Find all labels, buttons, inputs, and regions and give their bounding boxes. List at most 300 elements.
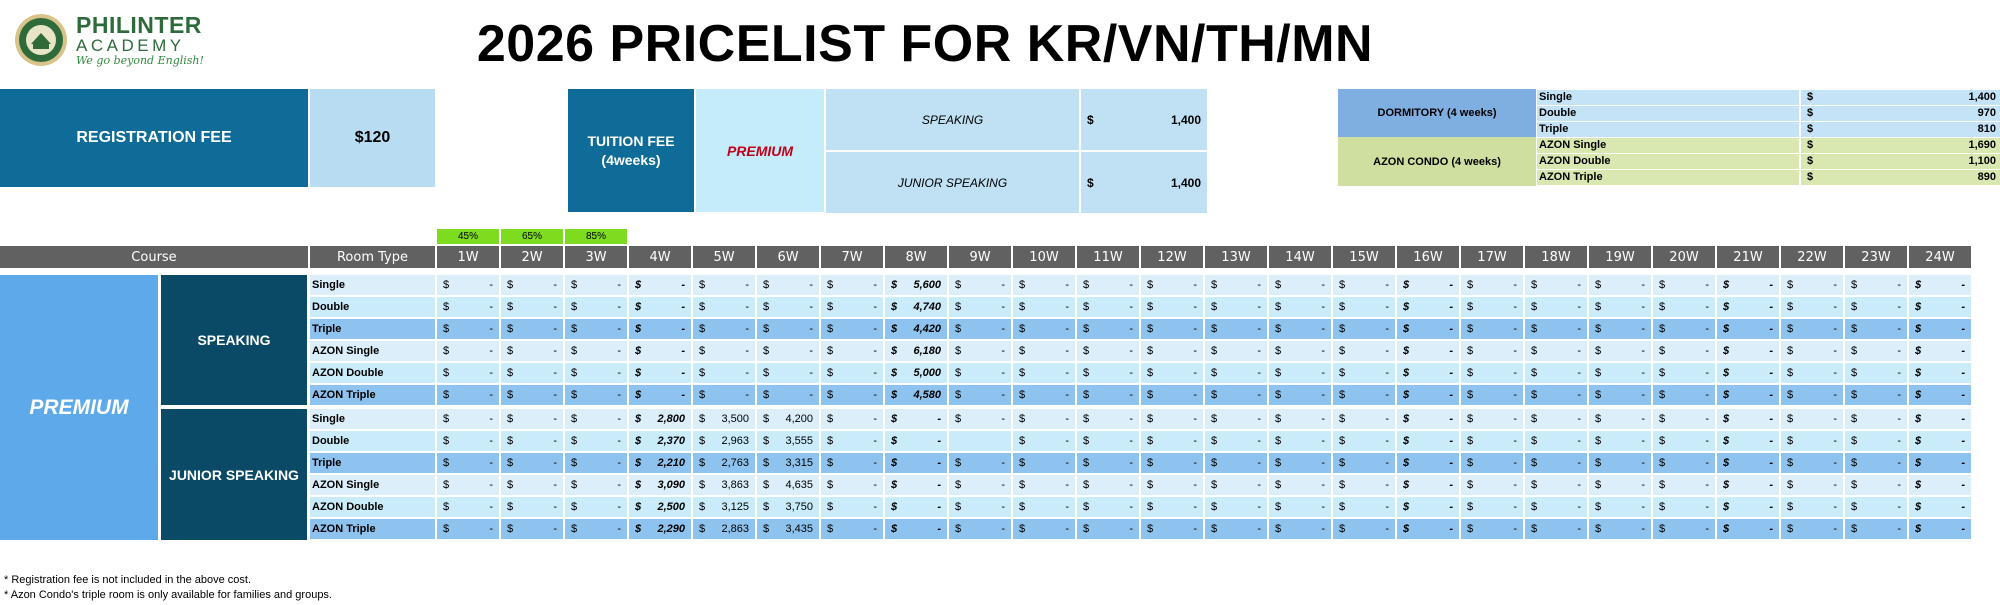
currency-symbol: $ (1851, 457, 1858, 469)
currency-symbol: $ (1083, 323, 1090, 335)
price-cell (437, 385, 499, 405)
currency-symbol: $ (955, 457, 962, 469)
price-cell (1141, 275, 1203, 295)
price-value: 4,580 (913, 389, 941, 401)
price-cell (1525, 363, 1587, 383)
price-value: 1,400 (1968, 91, 1996, 103)
currency-symbol: $ (571, 501, 578, 513)
currency-symbol: $ (1211, 323, 1218, 335)
price-value: - (1129, 435, 1133, 447)
currency-symbol: $ (1403, 345, 1410, 357)
price-cell (1717, 475, 1779, 495)
price-value: - (1449, 389, 1453, 401)
price-cell (501, 475, 563, 495)
price-cell (437, 363, 499, 383)
price-cell (1333, 453, 1395, 473)
week-header: 19W (1589, 246, 1651, 268)
price-cell (437, 453, 499, 473)
currency-symbol: $ (1531, 367, 1538, 379)
currency-symbol: $ (955, 367, 962, 379)
room-name: Triple (1537, 122, 1799, 137)
price-value: - (1065, 301, 1069, 313)
price-cell (1013, 341, 1075, 361)
currency-symbol: $ (1275, 479, 1282, 491)
price-cell (1077, 475, 1139, 495)
room-type-cell: AZON Double (310, 497, 435, 517)
price-cell (1333, 319, 1395, 339)
price-cell (1397, 341, 1459, 361)
price-cell (757, 409, 819, 429)
currency-symbol: $ (699, 413, 706, 425)
price-cell (1077, 363, 1139, 383)
currency-symbol: $ (1723, 501, 1730, 513)
currency-symbol: $ (1403, 523, 1410, 535)
price-value: - (1257, 323, 1261, 335)
price-value: - (1513, 457, 1517, 469)
price-cell (1653, 409, 1715, 429)
price-value: - (1001, 279, 1005, 291)
price-value: - (809, 301, 813, 313)
currency-symbol: $ (955, 389, 962, 401)
currency-symbol: $ (1807, 171, 1814, 183)
price-value: - (873, 523, 877, 535)
price-cell (1397, 297, 1459, 317)
price-value: - (1641, 413, 1645, 425)
price-value: 2,800 (657, 413, 685, 425)
price-value: - (1065, 413, 1069, 425)
currency-symbol: $ (1467, 367, 1474, 379)
price-cell (1909, 275, 1971, 295)
price-cell (1269, 319, 1331, 339)
price-value: - (1065, 367, 1069, 379)
price-value: - (809, 323, 813, 335)
price-cell (1717, 385, 1779, 405)
currency-symbol: $ (443, 301, 450, 313)
price-value: - (1321, 435, 1325, 447)
price-cell (1269, 341, 1331, 361)
price-cell (1653, 385, 1715, 405)
price-cell (693, 453, 755, 473)
price-cell (1909, 453, 1971, 473)
currency-symbol: $ (635, 413, 642, 425)
price-cell (1653, 297, 1715, 317)
price-value: - (681, 389, 685, 401)
room-type-cell: Triple (310, 453, 435, 473)
price-cell (885, 297, 947, 317)
price-cell (1397, 385, 1459, 405)
price-cell (1845, 385, 1907, 405)
price-cell (821, 319, 883, 339)
currency-symbol: $ (1083, 413, 1090, 425)
price-value: - (553, 501, 557, 513)
currency-symbol: $ (635, 457, 642, 469)
price-cell (949, 341, 1011, 361)
price-cell (1461, 453, 1523, 473)
currency-symbol: $ (1807, 139, 1814, 151)
currency-symbol: $ (955, 279, 962, 291)
price-value: - (745, 301, 749, 313)
price-cell (501, 385, 563, 405)
week-header: 16W (1397, 246, 1459, 268)
price-cell (949, 475, 1011, 495)
price-value: - (1769, 301, 1773, 313)
price-cell (1845, 431, 1907, 451)
currency-symbol: $ (1467, 413, 1474, 425)
course-junior-speaking: JUNIOR SPEAKING (161, 409, 307, 540)
price-cell (1717, 409, 1779, 429)
week-header: 13W (1205, 246, 1267, 268)
price-cell (757, 431, 819, 451)
price-cell (693, 297, 755, 317)
currency-symbol: $ (507, 457, 514, 469)
price-cell (1333, 497, 1395, 517)
currency-symbol: $ (1531, 279, 1538, 291)
price-cell (1717, 275, 1779, 295)
week-header: 17W (1461, 246, 1523, 268)
price-value: - (1385, 389, 1389, 401)
currency-symbol: $ (1807, 91, 1814, 103)
currency-symbol: $ (955, 301, 962, 313)
price-cell (1141, 497, 1203, 517)
currency-symbol: $ (571, 323, 578, 335)
currency-symbol: $ (571, 413, 578, 425)
price-cell (949, 431, 1011, 451)
price-value: - (1449, 457, 1453, 469)
price-value: - (1577, 279, 1581, 291)
price-cell (1333, 409, 1395, 429)
room-price (1801, 90, 2000, 105)
price-value: - (1961, 457, 1965, 469)
price-cell (1781, 275, 1843, 295)
currency-symbol: $ (699, 367, 706, 379)
currency-symbol: $ (507, 389, 514, 401)
price-cell (1141, 319, 1203, 339)
price-value: - (1897, 479, 1901, 491)
price-cell (1909, 319, 1971, 339)
price-cell (1845, 275, 1907, 295)
price-value: - (1769, 279, 1773, 291)
price-value: - (1577, 367, 1581, 379)
price-cell (501, 319, 563, 339)
currency-symbol: $ (1083, 279, 1090, 291)
currency-symbol: $ (763, 323, 770, 335)
price-value: 4,635 (785, 479, 813, 491)
price-value: 5,600 (913, 279, 941, 291)
week-header: 7W (821, 246, 883, 268)
currency-symbol: $ (443, 479, 450, 491)
price-value: - (681, 279, 685, 291)
currency-symbol: $ (635, 279, 642, 291)
currency-symbol: $ (763, 345, 770, 357)
currency-symbol: $ (1083, 345, 1090, 357)
price-value: - (1513, 413, 1517, 425)
currency-symbol: $ (1659, 457, 1666, 469)
price-cell (949, 319, 1011, 339)
currency-symbol: $ (1087, 112, 1094, 127)
price-value: - (1961, 435, 1965, 447)
currency-symbol: $ (507, 523, 514, 535)
price-cell (1205, 385, 1267, 405)
price-cell (1781, 409, 1843, 429)
currency-symbol: $ (1147, 345, 1154, 357)
currency-symbol: $ (891, 345, 898, 357)
price-cell (1397, 319, 1459, 339)
currency-symbol: $ (1787, 501, 1794, 513)
price-value: - (1129, 301, 1133, 313)
price-cell (821, 475, 883, 495)
price-cell (1653, 497, 1715, 517)
currency-symbol: $ (635, 367, 642, 379)
price-value: - (617, 389, 621, 401)
currency-symbol: $ (1531, 523, 1538, 535)
currency-symbol: $ (1851, 479, 1858, 491)
price-cell (629, 453, 691, 473)
price-value: - (1385, 279, 1389, 291)
price-cell (1333, 341, 1395, 361)
price-value: - (873, 279, 877, 291)
price-value: - (489, 367, 493, 379)
price-cell (1653, 341, 1715, 361)
room-type-cell: AZON Triple (310, 385, 435, 405)
week-header: 8W (885, 246, 947, 268)
week-header: 12W (1141, 246, 1203, 268)
price-cell (757, 319, 819, 339)
price-value: 3,750 (785, 501, 813, 513)
currency-symbol: $ (507, 301, 514, 313)
price-value: 3,125 (721, 501, 749, 513)
currency-symbol: $ (1083, 301, 1090, 313)
price-value: - (1961, 479, 1965, 491)
currency-symbol: $ (827, 279, 834, 291)
currency-symbol: $ (1211, 367, 1218, 379)
price-cell (1205, 409, 1267, 429)
price-cell (501, 431, 563, 451)
price-value: - (1065, 501, 1069, 513)
price-value: - (489, 389, 493, 401)
price-value: - (1897, 501, 1901, 513)
currency-symbol: $ (699, 345, 706, 357)
currency-symbol: $ (827, 501, 834, 513)
price-cell (629, 363, 691, 383)
currency-symbol: $ (1531, 457, 1538, 469)
price-value: - (1513, 435, 1517, 447)
price-cell (629, 341, 691, 361)
price-cell (949, 453, 1011, 473)
week-header: 2W (501, 246, 563, 268)
currency-symbol: $ (1659, 413, 1666, 425)
price-value: - (1705, 457, 1709, 469)
price-value: - (1705, 367, 1709, 379)
price-value: - (681, 367, 685, 379)
price-cell (1653, 453, 1715, 473)
currency-symbol: $ (1851, 413, 1858, 425)
currency-symbol: $ (763, 301, 770, 313)
price-value: - (1321, 479, 1325, 491)
price-value: - (489, 301, 493, 313)
currency-symbol: $ (1211, 435, 1218, 447)
price-value: - (489, 457, 493, 469)
price-value: - (1513, 389, 1517, 401)
price-cell (1397, 409, 1459, 429)
price-value: - (1321, 367, 1325, 379)
tuition-course-junior-speaking: JUNIOR SPEAKING (826, 152, 1079, 213)
tuition-fee-label: TUITION FEE (4weeks) (568, 89, 694, 212)
price-value: - (1385, 523, 1389, 535)
currency-symbol: $ (1083, 501, 1090, 513)
price-cell (1141, 297, 1203, 317)
week-header: 15W (1333, 246, 1395, 268)
price-value: - (1193, 323, 1197, 335)
price-cell (693, 431, 755, 451)
week-header: 5W (693, 246, 755, 268)
price-cell (1589, 497, 1651, 517)
price-cell (1845, 363, 1907, 383)
price-cell (1333, 385, 1395, 405)
week-header: 4W (629, 246, 691, 268)
tuition-price-junior-speaking (1081, 152, 1207, 213)
currency-symbol: $ (827, 457, 834, 469)
price-cell (885, 497, 947, 517)
currency-symbol: $ (1083, 389, 1090, 401)
currency-symbol: $ (1787, 457, 1794, 469)
currency-symbol: $ (443, 501, 450, 513)
room-type-cell: AZON Triple (310, 519, 435, 539)
price-value: - (617, 457, 621, 469)
price-cell (757, 475, 819, 495)
price-value: - (489, 413, 493, 425)
currency-symbol: $ (1851, 301, 1858, 313)
price-cell (1589, 297, 1651, 317)
price-cell (1717, 497, 1779, 517)
currency-symbol: $ (571, 523, 578, 535)
room-price (1801, 122, 2000, 137)
currency-symbol: $ (1467, 479, 1474, 491)
price-cell (629, 297, 691, 317)
discount-badge-1w: 45% (437, 229, 499, 244)
price-cell (437, 341, 499, 361)
price-value: - (1961, 301, 1965, 313)
currency-symbol: $ (1339, 389, 1346, 401)
price-value: - (1001, 413, 1005, 425)
currency-symbol: $ (1659, 323, 1666, 335)
currency-symbol: $ (1019, 367, 1026, 379)
room-type-cell: Single (310, 275, 435, 295)
price-value: - (1897, 367, 1901, 379)
price-cell (821, 409, 883, 429)
price-cell (1333, 431, 1395, 451)
currency-symbol: $ (1339, 345, 1346, 357)
price-value: - (1833, 457, 1837, 469)
price-value: - (1577, 501, 1581, 513)
price-cell (501, 341, 563, 361)
price-cell (1909, 519, 1971, 539)
price-value: - (1065, 279, 1069, 291)
price-value: - (1513, 301, 1517, 313)
currency-symbol: $ (1531, 389, 1538, 401)
currency-symbol: $ (1339, 279, 1346, 291)
price-value: - (1961, 279, 1965, 291)
price-cell (501, 297, 563, 317)
currency-symbol: $ (827, 479, 834, 491)
currency-symbol: $ (827, 367, 834, 379)
price-value: - (1449, 279, 1453, 291)
room-price-row (1537, 170, 2000, 185)
price-value: - (1129, 479, 1133, 491)
price-value: - (1641, 479, 1645, 491)
currency-symbol: $ (635, 323, 642, 335)
price-value: - (1129, 323, 1133, 335)
price-value: - (1193, 279, 1197, 291)
currency-symbol: $ (1339, 301, 1346, 313)
price-value: - (617, 345, 621, 357)
currency-symbol: $ (1211, 389, 1218, 401)
currency-symbol: $ (763, 367, 770, 379)
price-cell (1909, 475, 1971, 495)
price-cell (437, 431, 499, 451)
currency-symbol: $ (1083, 457, 1090, 469)
currency-symbol: $ (1403, 413, 1410, 425)
price-cell (1077, 497, 1139, 517)
currency-symbol: $ (1147, 301, 1154, 313)
price-value: - (1577, 323, 1581, 335)
price-value: - (1449, 323, 1453, 335)
currency-symbol: $ (955, 323, 962, 335)
price-value: - (617, 279, 621, 291)
price-cell (1205, 363, 1267, 383)
currency-symbol: $ (891, 523, 898, 535)
price-cell (1269, 275, 1331, 295)
currency-symbol: $ (1659, 501, 1666, 513)
price-value: - (1065, 345, 1069, 357)
price-cell (1333, 519, 1395, 539)
price-cell (501, 497, 563, 517)
currency-symbol: $ (1275, 457, 1282, 469)
price-cell (821, 497, 883, 517)
price-value: - (1449, 435, 1453, 447)
price-cell (1845, 319, 1907, 339)
currency-symbol: $ (763, 523, 770, 535)
price-value: - (553, 457, 557, 469)
currency-symbol: $ (1659, 301, 1666, 313)
currency-symbol: $ (1915, 389, 1922, 401)
price-cell (1845, 409, 1907, 429)
price-value: - (1129, 389, 1133, 401)
currency-symbol: $ (1087, 175, 1094, 190)
price-value: - (937, 501, 941, 513)
price-value: - (1321, 279, 1325, 291)
price-cell (1589, 363, 1651, 383)
academy-seal-icon (14, 13, 68, 67)
price-value: - (1897, 345, 1901, 357)
price-cell (1205, 297, 1267, 317)
price-cell (1589, 409, 1651, 429)
price-cell (885, 453, 947, 473)
price-cell (629, 519, 691, 539)
price-value: - (1961, 323, 1965, 335)
currency-symbol: $ (1807, 123, 1814, 135)
price-value: - (1321, 345, 1325, 357)
price-value: - (1641, 501, 1645, 513)
footnote-2: * Azon Condo's triple room is only available for families and groups. (4, 589, 332, 601)
price-cell (1589, 385, 1651, 405)
price-cell (1269, 297, 1331, 317)
price-cell (1269, 385, 1331, 405)
price-cell (885, 341, 947, 361)
currency-symbol: $ (1915, 301, 1922, 313)
price-value: - (1641, 523, 1645, 535)
price-cell (1589, 319, 1651, 339)
price-value: - (1321, 501, 1325, 513)
